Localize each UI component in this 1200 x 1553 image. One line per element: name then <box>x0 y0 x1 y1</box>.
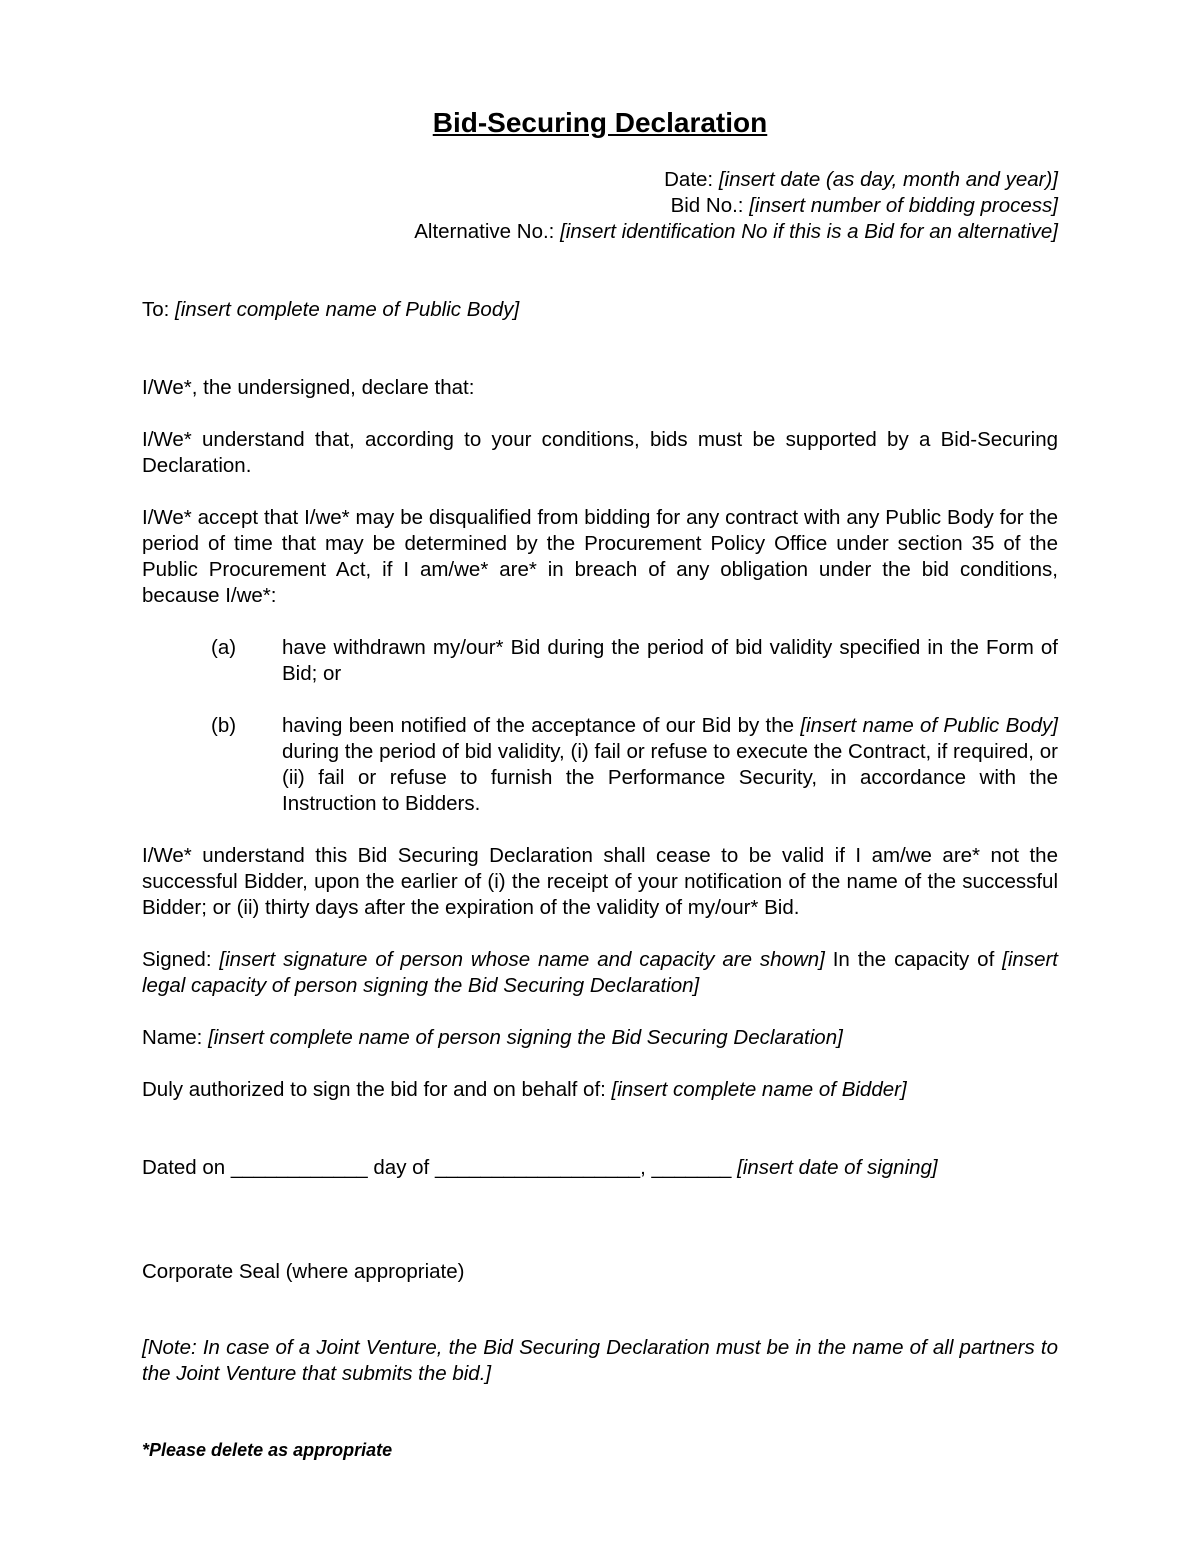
list-item-b-text <box>282 713 1058 817</box>
document-title: Bid-Securing Declaration <box>432 107 768 138</box>
dated-text: Dated on ____________ day of __________________, _______ <box>142 1156 738 1179</box>
bid-no-placeholder: [insert number of bidding process] <box>749 194 1058 217</box>
authorized-line <box>142 1077 1058 1103</box>
joint-venture-note: [Note: In case of a Joint Venture, the Bid Securing Declaration must be in the name of all partners to the Joint Venture that submits the bid.] <box>142 1336 1058 1385</box>
intro-paragraph: I/We*, the undersigned, declare that: <box>142 376 475 399</box>
signature-placeholder: [insert signature of person whose name and capacity are shown] <box>219 948 825 971</box>
public-body-placeholder: [insert name of Public Body] <box>800 714 1058 737</box>
alternative-no-placeholder: [insert identification No if this is a Bid for an alternative] <box>560 220 1058 243</box>
alternative-no-label: Alternative No.: <box>414 220 561 243</box>
bidder-placeholder: [insert complete name of Bidder] <box>611 1078 907 1101</box>
list-item-a-text: have withdrawn my/our* Bid during the period of bid validity specified in the Form of Bid; or <box>282 636 1058 685</box>
list-item-a-label: (a) <box>211 636 237 659</box>
name-placeholder: [insert complete name of person signing the Bid Securing Declaration] <box>208 1026 843 1049</box>
authorized-label: Duly authorized to sign the bid for and on behalf of: <box>142 1078 612 1101</box>
date-label: Date: <box>664 168 719 191</box>
corporate-seal-line: Corporate Seal (where appropriate) <box>142 1260 465 1283</box>
name-label: Name: <box>142 1026 209 1049</box>
list-item-b-text-1: having been notified of the acceptance of our Bid by the <box>282 714 801 737</box>
signed-paragraph <box>142 947 1058 999</box>
dated-line <box>142 1155 1058 1181</box>
signing-date-placeholder: [insert date of signing] <box>737 1156 938 1179</box>
capacity-label: In the capacity of <box>824 948 1003 971</box>
footnote: *Please delete as appropriate <box>142 1440 393 1460</box>
list-item-b-text-2: during the period of bid validity, (i) fail or refuse to execute the Contract, if required, or (ii) fail or refuse to furnish the Performance Security, in accordance with the Instruction to Bidders. <box>282 740 1058 815</box>
alternative-no-line <box>414 219 1058 245</box>
bid-no-label: Bid No.: <box>670 194 750 217</box>
to-placeholder: [insert complete name of Public Body] <box>175 298 520 321</box>
date-line <box>664 167 1058 193</box>
paragraph-accept: I/We* accept that I/we* may be disqualified from bidding for any contract with any Public Body for the period of time that may be determined by the Procurement Policy Office under section 35 of the Public Procurement Act, if I am/we* are* in breach of any obligation under the bid conditions, because I/we*: <box>142 506 1058 607</box>
bid-no-line <box>671 193 1058 219</box>
capacity-placeholder: [insert legal capacity of person signing the Bid Securing Declaration] <box>142 948 1058 997</box>
signed-label: Signed: <box>142 948 220 971</box>
paragraph-validity: I/We* understand this Bid Securing Declaration shall cease to be valid if I am/we are* not the successful Bidder, upon the earlier of (i) the receipt of your notification of the name of the successful Bidder; or (ii) thirty days after the expiration of the validity of my/our* Bid. <box>142 844 1058 919</box>
paragraph-understand: I/We* understand that, according to your conditions, bids must be supported by a Bid-Securing Declaration. <box>142 428 1058 477</box>
name-line <box>142 1025 1058 1051</box>
date-placeholder: [insert date (as day, month and year)] <box>718 168 1058 191</box>
to-label: To: <box>142 298 176 321</box>
addressee-line <box>142 297 1058 323</box>
list-item-b-label: (b) <box>211 714 237 737</box>
